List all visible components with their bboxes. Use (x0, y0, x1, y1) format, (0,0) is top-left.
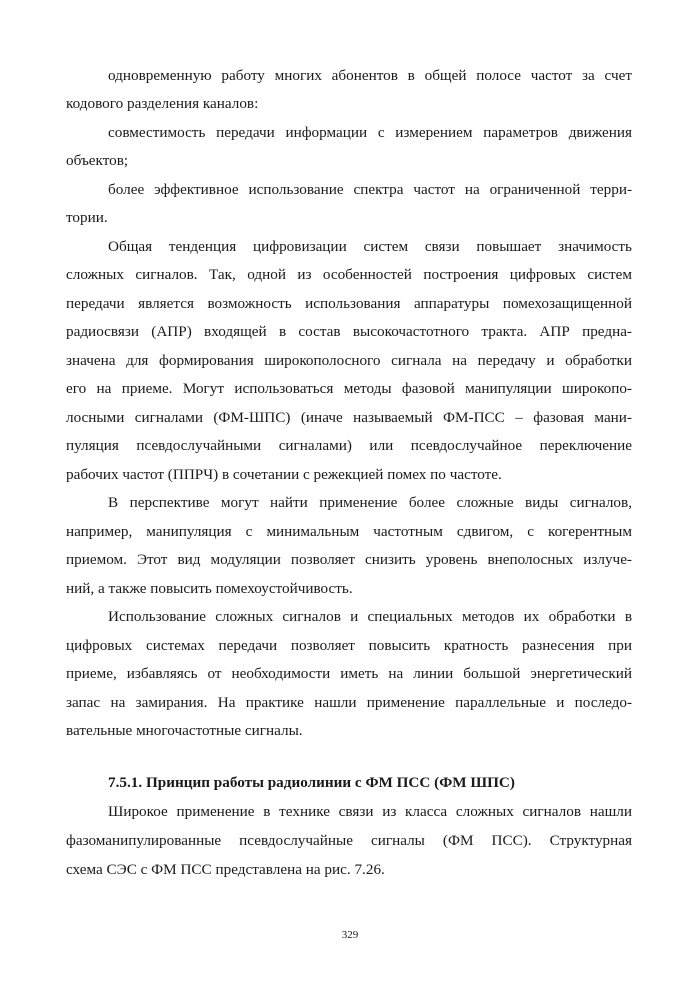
text-line: пуляция псевдослучайными сигналами) или псевдослучайное переключение (66, 437, 632, 454)
page-number: 329 (341, 929, 359, 941)
text-line: рабочих частот (ППРЧ) в сочетании с режекцией помех по частоте. (66, 466, 502, 483)
text-line: значена для формирования широкополосного сигнала на передачу и обработки (66, 352, 632, 369)
text-line: цифровых системах передачи позволяет повысить кратность разнесения при (66, 637, 632, 654)
text-line: сложных сигналов. Так, одной из особенностей построения цифровых систем (66, 266, 632, 283)
text-line: Широкое применение в технике связи из класса сложных сигналов нашли (108, 803, 632, 820)
text-line: например, манипуляция с минимальным частотным сдвигом, с когерентным (66, 523, 632, 540)
text-line: одновременную работу многих абонентов в общей полосе частот за счет (108, 67, 632, 84)
text-line: лосными сигналами (ФМ-ШПС) (иначе называемый ФМ-ПСС – фазовая мани- (66, 409, 632, 426)
text-line: запас на замирания. На практике нашли применение параллельные и последо- (66, 694, 632, 711)
text-line: приемом. Этот вид модуляции позволяет снизить уровень внеполосных излуче- (66, 551, 632, 568)
text-line: приеме, избавляясь от необходимости иметь на линии большой энергетический (66, 665, 632, 682)
text-line: его на приеме. Могут использоваться методы фазовой манипуляции широкопо- (66, 380, 632, 397)
text-line: ний, а также повысить помехоустойчивость. (66, 580, 353, 597)
text-line: кодового разделения каналов: (66, 95, 259, 112)
text-line: Использование сложных сигналов и специальных методов их обработки в (108, 608, 632, 625)
text-line: В перспективе могут найти применение более сложные виды сигналов, (108, 494, 632, 511)
text-line: тории. (66, 209, 108, 226)
text-line: более эффективное использование спектра частот на ограниченной терри- (108, 181, 632, 198)
text-line: вательные многочастотные сигналы. (66, 722, 303, 739)
text-line: передачи является возможность использования аппаратуры помехозащищенной (66, 295, 632, 312)
text-line: радиосвязи (АПР) входящей в состав высокочастотного тракта. АПР предна- (66, 323, 632, 340)
text-line: совместимость передачи информации с измерением параметров движения (108, 124, 632, 141)
text-line: объектов; (66, 152, 129, 169)
text-line: Общая тенденция цифровизации систем связи повышает значимость (108, 238, 632, 255)
text-line: схема СЭС с ФМ ПСС представлена на рис. 7.26. (66, 861, 385, 878)
text-line: фазоманипулированные псевдослучайные сигналы (ФМ ПСС). Структурная (66, 832, 632, 849)
section-heading: 7.5.1. Принцип работы радиолинии с ФМ ПСС (ФМ ШПС) (108, 774, 515, 791)
